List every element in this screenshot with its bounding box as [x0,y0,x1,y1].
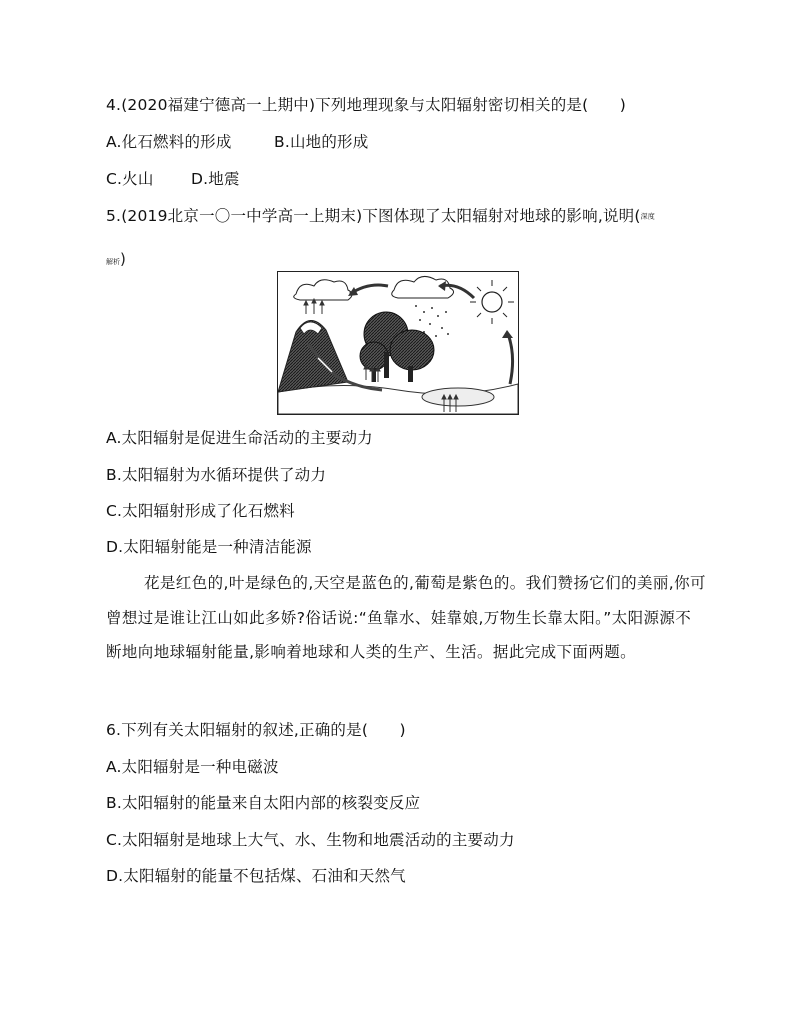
q5-option-c: C.太阳辐射形成了化石燃料 [106,502,295,520]
q6-option-d: D.太阳辐射的能量不包括煤、石油和天然气 [106,867,406,885]
q5-tag-deep: 深度 [640,212,656,221]
q6-option-b: B.太阳辐射的能量来自太阳内部的核裂变反应 [106,794,421,812]
q4-option-d: D.地震 [191,170,240,188]
q6-option-c: C.太阳辐射是地球上大气、水、生物和地震活动的主要动力 [106,831,515,849]
sun-icon [470,280,514,324]
reading-passage: 花是红色的,叶是绿色的,天空是蓝色的,葡萄是紫色的。我们赞扬它们的美丽,你可曾想过是谁让江山如此多娇?俗话说:“鱼靠水、娃靠娘,万物生长靠太阳。”太阳源源不断地向地球辐射能量,影响着地球和人类的生产、生活。据此完成下面两题。 [106,574,706,662]
q6-option-a: A.太阳辐射是一种电磁波 [106,758,279,776]
arrow-evaporation [508,334,513,384]
q4-option-a: A.化石燃料的形成 [106,133,232,151]
q6-stem: 6.下列有关太阳辐射的叙述,正确的是( ) [106,721,406,739]
q5-option-d: D.太阳辐射能是一种清洁能源 [106,538,312,556]
q5-tag-line2 [106,250,126,268]
q5-tag-analysis: 解析 [106,258,120,266]
q5-stem-text: 5.(2019北京一〇一中学高一上期末)下图体现了太阳辐射对地球的影响,说明( [106,207,641,225]
q4-stem: 4.(2020福建宁德高一上期中)下列地理现象与太阳辐射密切相关的是( ) [106,96,627,114]
cloud-left [294,280,352,300]
q5-option-b: B.太阳辐射为水循环提供了动力 [106,466,327,484]
water-cycle-illustration [278,272,518,414]
solar-radiation-figure [277,271,519,415]
q4-option-c: C.火山 [106,170,154,188]
mountain-shape [278,320,348,392]
q5-option-a: A.太阳辐射是促进生命活动的主要动力 [106,429,373,447]
q5-stem [106,204,655,226]
q5-close-paren: ) [120,250,126,268]
q4-option-b: B.山地的形成 [274,133,369,151]
lake-shape [422,388,494,406]
